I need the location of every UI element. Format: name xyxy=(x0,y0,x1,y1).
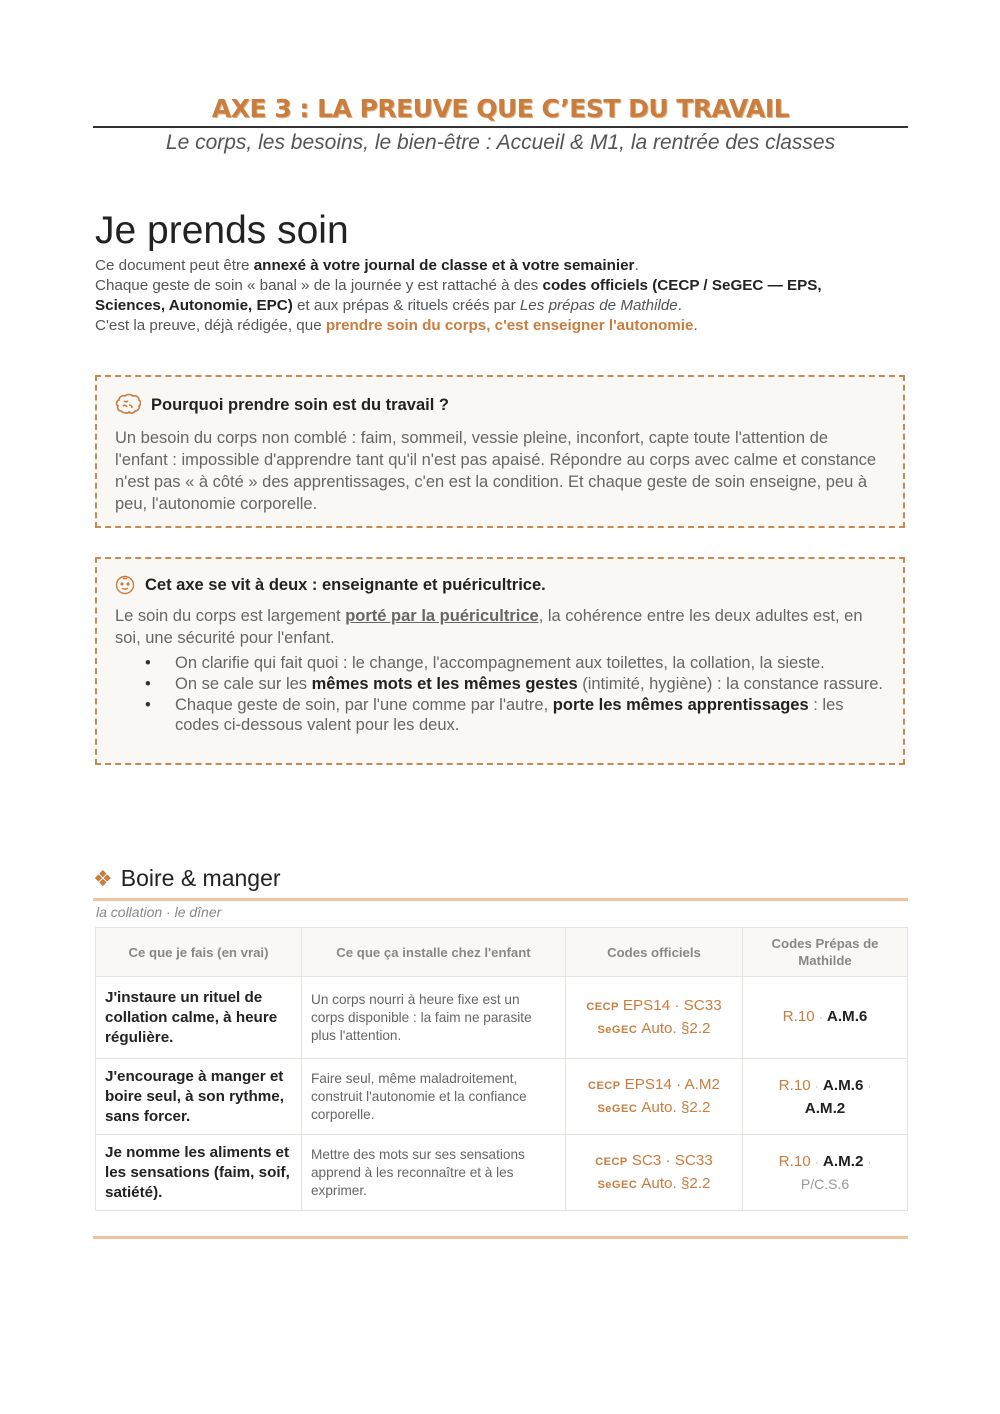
a-code: A.M.2 xyxy=(822,1152,864,1170)
duo-box-text xyxy=(115,605,885,649)
table-row xyxy=(96,1059,908,1135)
intro-text: . xyxy=(677,297,682,314)
effect-cell: Mettre des mots sur ses sensations apprend à les reconnaître et à les exprimer. xyxy=(302,1135,566,1211)
codes-table xyxy=(95,927,908,1211)
duo-underlined: porté par la puéricultrice xyxy=(345,607,539,625)
why-box xyxy=(95,375,905,528)
section-header xyxy=(93,865,281,892)
list-item xyxy=(175,674,885,694)
intro-bold: annexé à votre journal de classe et à votre semainier xyxy=(253,257,635,274)
duo-text: , la cohérence entre les deux adultes est, en soi, une sécurité pour l'enfant. xyxy=(115,607,863,647)
intro-line-1 xyxy=(95,256,885,276)
duo-box xyxy=(95,557,905,765)
bottom-rule xyxy=(93,1236,908,1239)
section-rule xyxy=(93,898,908,901)
prepas-codes-cell xyxy=(743,977,908,1059)
intro-accent: prendre soin du corps, c'est enseigner l'autonomie xyxy=(325,317,694,334)
header-rule xyxy=(93,126,908,128)
axe-title: AXE 3 : LA PREUVE QUE C’EST DU TRAVAIL xyxy=(211,94,790,123)
list-item xyxy=(175,695,885,735)
effect-cell: Faire seul, même maladroitement, construit l'autonomie et la confiance corporelle. xyxy=(302,1059,566,1135)
intro-paragraph xyxy=(95,256,885,336)
separator: · xyxy=(815,1080,819,1093)
segec-tag: SeGEC xyxy=(597,1102,638,1115)
brain-icon xyxy=(115,393,141,417)
duo-box-heading: Cet axe se vit à deux : enseignante et puéricultrice. xyxy=(145,575,546,594)
why-box-header xyxy=(115,393,885,417)
separator: · xyxy=(815,1156,819,1169)
prepas-codes-cell xyxy=(743,1059,908,1135)
intro-text: et aux prépas & rituels créés par xyxy=(292,297,520,314)
a-code: A.M.6 xyxy=(822,1076,864,1094)
bullet-text: : les codes ci-dessous valent pour les deux. xyxy=(175,696,844,734)
cecp-codes: EPS14 · A.M2 xyxy=(624,1075,720,1093)
bullet-bold: porte les mêmes apprentissages xyxy=(552,696,809,714)
column-header: Codes Prépas de Mathilde xyxy=(743,928,908,977)
bullet-text: (intimité, hygiène) : la constance rassure. xyxy=(577,675,884,693)
list-item xyxy=(175,653,885,673)
p-code: P/C.S.6 xyxy=(800,1175,850,1192)
page-title: Je prends soin xyxy=(95,209,349,252)
action-cell: J'encourage à manger et boire seul, à son rythme, sans forcer. xyxy=(96,1059,302,1135)
effect-cell: Un corps nourri à heure fixe est un corps disponible : la faim ne parasite plus l'attention. xyxy=(302,977,566,1059)
cecp-codes: SC3 · SC33 xyxy=(631,1151,713,1169)
cecp-tag: CECP xyxy=(595,1155,628,1168)
duo-text: Le soin du corps est largement xyxy=(115,607,346,625)
intro-text: C'est la preuve, déjà rédigée, que xyxy=(95,317,326,334)
duo-bullet-list xyxy=(115,653,885,735)
intro-text: Chaque geste de soin « banal » de la journée y est rattaché à des xyxy=(95,277,543,294)
cecp-codes: EPS14 · SC33 xyxy=(622,996,722,1014)
table-header-row xyxy=(96,928,908,977)
cecp-tag: CECP xyxy=(586,1000,619,1013)
action-cell: J'instaure un rituel de collation calme, à heure régulière. xyxy=(96,977,302,1059)
bullet-bold: mêmes mots et les mêmes gestes xyxy=(311,675,578,693)
separator: · xyxy=(818,1012,823,1024)
bullet-text: On clarifie qui fait quoi : le change, l'accompagnement aux toilettes, la collation, la sieste. xyxy=(175,654,825,672)
column-header: Ce que ça installe chez l'enfant xyxy=(302,928,566,977)
intro-text: . xyxy=(634,257,639,274)
segec-tag: SeGEC xyxy=(597,1178,638,1191)
a-code: A.M.6 xyxy=(826,1008,868,1025)
section-subtitle: la collation · le dîner xyxy=(96,904,222,920)
intro-text: Ce document peut être xyxy=(95,257,254,274)
table-row xyxy=(96,1135,908,1211)
why-box-text: Un besoin du corps non comblé : faim, sommeil, vessie pleine, inconfort, capte toute l'attention de l'enfant : impossible d'apprendre tant qu'il n'est pas apaisé. Répondre au corps avec calme et constance n'est pas « à côté » des apprentissages, c'en est la condition. Et chaque geste de soin enseigne, peu à peu, l'autonomie corporelle. xyxy=(115,429,877,513)
segec-codes: Auto. §2.2 xyxy=(641,1019,711,1037)
header-subtitle: Le corps, les besoins, le bien-être : Accueil & M1, la rentrée des classes xyxy=(165,131,836,154)
section-title: Boire & manger xyxy=(120,865,281,891)
official-codes-cell xyxy=(566,977,743,1059)
intro-text: . xyxy=(693,317,698,334)
intro-line-3 xyxy=(95,316,885,336)
segec-codes: Auto. §2.2 xyxy=(641,1174,711,1192)
segec-tag: SeGEC xyxy=(597,1023,638,1036)
a-code: A.M.2 xyxy=(804,1099,846,1117)
diamond-cluster-icon: ❖ xyxy=(93,865,113,891)
intro-line-2 xyxy=(95,276,885,316)
separator: · xyxy=(867,1156,872,1169)
cecp-tag: CECP xyxy=(588,1079,621,1092)
baby-face-icon xyxy=(115,575,135,595)
table-row xyxy=(96,977,908,1059)
action-cell: Je nomme les aliments et les sensations (faim, soif, satiété). xyxy=(96,1135,302,1211)
separator: · xyxy=(867,1080,872,1093)
bullet-text: Chaque geste de soin, par l'une comme par l'autre, xyxy=(175,696,553,714)
official-codes-cell xyxy=(566,1135,743,1211)
duo-box-header xyxy=(115,575,885,595)
why-box-heading: Pourquoi prendre soin est du travail ? xyxy=(151,395,449,414)
prepas-codes-cell xyxy=(743,1135,908,1211)
intro-bold: codes officiels (CECP / SeGEC — EPS, Sciences, Autonomie, EPC) xyxy=(95,277,822,314)
r-code: R.10 xyxy=(782,1008,815,1025)
official-codes-cell xyxy=(566,1059,743,1135)
segec-codes: Auto. §2.2 xyxy=(641,1098,711,1116)
r-code: R.10 xyxy=(778,1152,811,1170)
bullet-text: On se cale sur les xyxy=(175,675,312,693)
r-code: R.10 xyxy=(778,1076,811,1094)
intro-italic: Les prépas de Mathilde xyxy=(519,297,678,314)
column-header: Ce que je fais (en vrai) xyxy=(96,928,302,977)
column-header: Codes officiels xyxy=(566,928,743,977)
